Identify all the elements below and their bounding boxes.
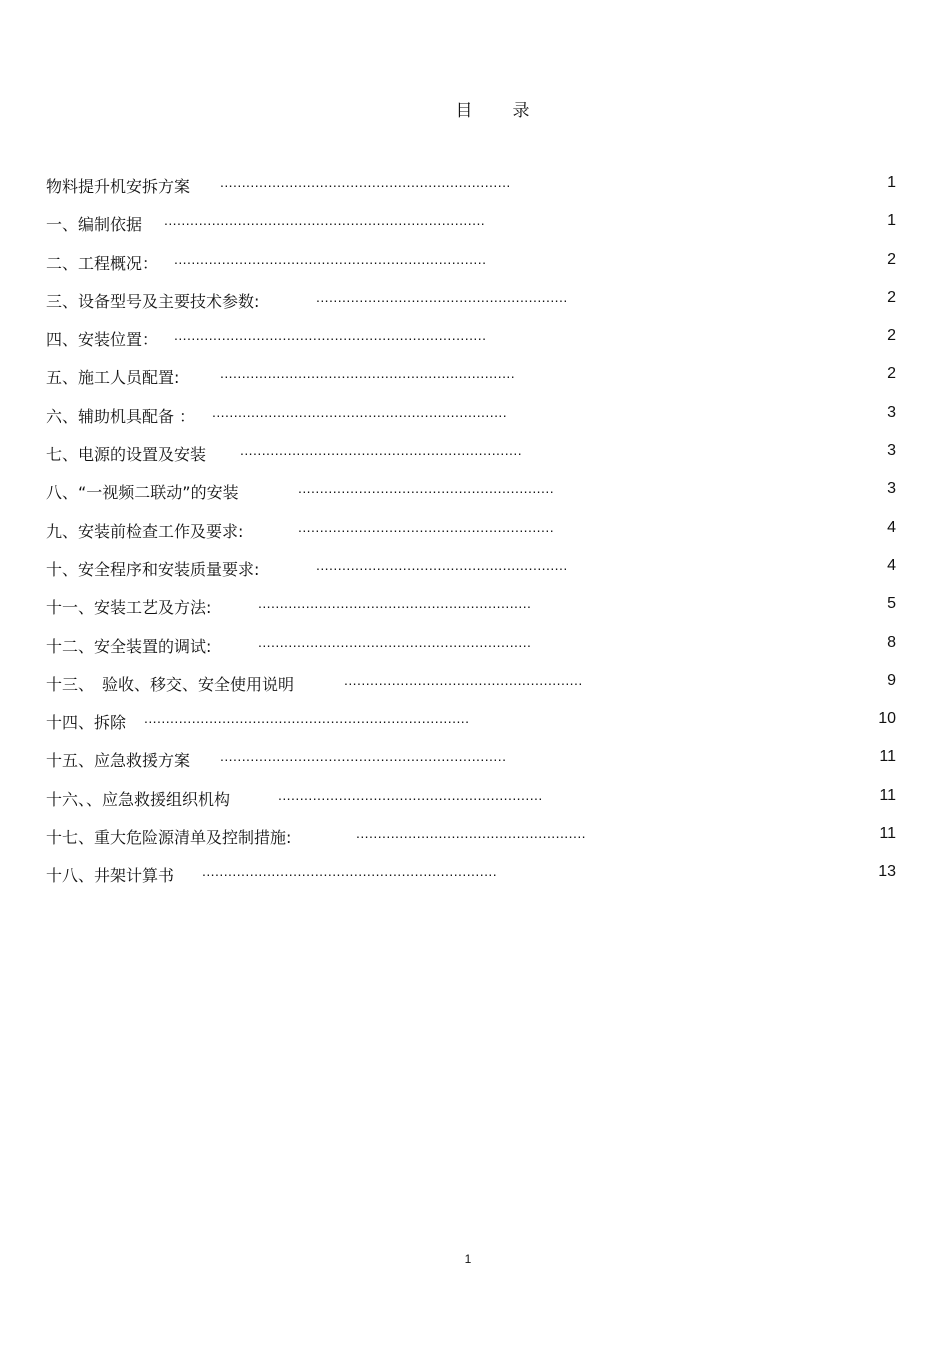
toc-page-number: 8 xyxy=(887,633,896,651)
toc-entry[interactable] xyxy=(46,821,896,859)
toc-page-number: 10 xyxy=(878,710,896,728)
table-of-contents xyxy=(46,170,896,898)
toc-leader-dots: .......................................................................... xyxy=(164,212,486,229)
toc-leader-dots: ............................................................. xyxy=(278,786,543,803)
toc-entry[interactable] xyxy=(46,630,896,668)
page-number: 1 xyxy=(464,1252,472,1266)
toc-entry[interactable] xyxy=(46,706,896,744)
toc-leader-dots: .................................................................... xyxy=(220,365,516,382)
toc-entry-title: 十七、重大危险源清单及控制措施: xyxy=(46,828,292,848)
toc-entry-title: 十八、井架计算书 xyxy=(46,866,175,886)
toc-entry-title: 五、施工人员配置: xyxy=(46,368,180,388)
toc-entry[interactable] xyxy=(46,859,896,897)
toc-entry-title: 十二、安全装置的调试: xyxy=(46,636,212,656)
toc-page-number: 11 xyxy=(879,748,896,766)
toc-entry-title: 八、“一视频二联动”的安装 xyxy=(46,483,239,503)
toc-leader-dots: ..................................................... xyxy=(356,825,587,842)
toc-entry-title: 十四、拆除 xyxy=(46,713,127,733)
toc-entry[interactable] xyxy=(46,668,896,706)
toc-leader-dots: ................................................................. xyxy=(240,442,523,459)
title-char-2: 录 xyxy=(512,101,530,121)
toc-entry[interactable] xyxy=(46,285,896,323)
toc-leader-dots: ........................................................................ xyxy=(174,327,487,344)
toc-page-number: 9 xyxy=(887,671,896,689)
toc-page-number: 3 xyxy=(887,480,896,498)
toc-page-number: 13 xyxy=(878,863,896,881)
toc-entry[interactable] xyxy=(46,400,896,438)
toc-leader-dots: ................................................................... xyxy=(220,174,511,190)
toc-entry[interactable] xyxy=(46,591,896,629)
toc-leader-dots: ........................................................... xyxy=(298,518,555,535)
toc-page-number: 3 xyxy=(887,403,896,421)
toc-page-number: 11 xyxy=(879,786,896,804)
toc-entry[interactable] xyxy=(46,361,896,399)
toc-entry[interactable] xyxy=(46,783,896,821)
toc-entry-title: 物料提升机安拆方案 xyxy=(46,177,191,196)
toc-entry-title: 七、电源的设置及安装 xyxy=(46,445,207,465)
toc-entry-title: 六、辅助机具配备 ： xyxy=(46,406,196,426)
toc-page-number: 1 xyxy=(887,212,896,230)
toc-leader-dots: .......................................................... xyxy=(316,556,568,573)
toc-page-number: 2 xyxy=(887,250,896,268)
toc-entry[interactable] xyxy=(46,323,896,361)
toc-entry-title: 十六、、应急救援组织机构 xyxy=(46,789,231,809)
toc-page-number: 1 xyxy=(887,174,896,191)
toc-leader-dots: .................................................................. xyxy=(220,748,507,765)
toc-entry[interactable] xyxy=(46,438,896,476)
toc-leader-dots: ............................................................... xyxy=(258,633,532,650)
toc-page-number: 3 xyxy=(887,442,896,460)
toc-entry[interactable] xyxy=(46,515,896,553)
toc-entry-title: 十、安全程序和安装质量要求: xyxy=(46,559,260,579)
toc-page-number: 2 xyxy=(887,288,896,306)
title-char-1: 目 xyxy=(455,101,473,121)
toc-entry-title: 十三、 验收、移交、安全使用说明 xyxy=(46,674,295,694)
toc-page-number: 4 xyxy=(887,518,896,536)
toc-leader-dots: ............................................................... xyxy=(258,595,532,612)
toc-leader-dots: ........................................................................... xyxy=(144,710,470,727)
toc-entry[interactable] xyxy=(46,553,896,591)
toc-page-number: 11 xyxy=(879,825,896,843)
toc-entry-title: 四、安装位置： xyxy=(46,330,159,350)
toc-leader-dots: .................................................................... xyxy=(212,403,508,420)
page-title xyxy=(0,96,950,121)
toc-entry[interactable] xyxy=(46,247,896,285)
toc-entry[interactable] xyxy=(46,170,896,208)
toc-entry-title: 十一、安装工艺及方法: xyxy=(46,598,212,618)
toc-page-number: 2 xyxy=(887,365,896,383)
toc-entry[interactable] xyxy=(46,744,896,782)
toc-leader-dots: .................................................................... xyxy=(202,863,498,880)
toc-page-number: 2 xyxy=(887,327,896,345)
toc-entry[interactable] xyxy=(46,208,896,246)
toc-leader-dots: ........................................................................ xyxy=(174,250,487,267)
toc-entry-title: 一、编制依据 xyxy=(46,215,143,235)
toc-entry-title: 十五、应急救援方案 xyxy=(46,751,191,771)
toc-leader-dots: ........................................................... xyxy=(298,480,555,497)
toc-page-number: 4 xyxy=(887,556,896,574)
toc-entry-title: 九、安装前检查工作及要求: xyxy=(46,521,244,541)
toc-leader-dots: ....................................................... xyxy=(344,671,583,688)
toc-entry-title: 二、工程概况： xyxy=(46,253,159,273)
toc-entry[interactable] xyxy=(46,476,896,514)
toc-entry-title: 三、设备型号及主要技术参数: xyxy=(46,291,260,311)
toc-leader-dots: .......................................................... xyxy=(316,288,568,305)
toc-page-number: 5 xyxy=(887,595,896,613)
